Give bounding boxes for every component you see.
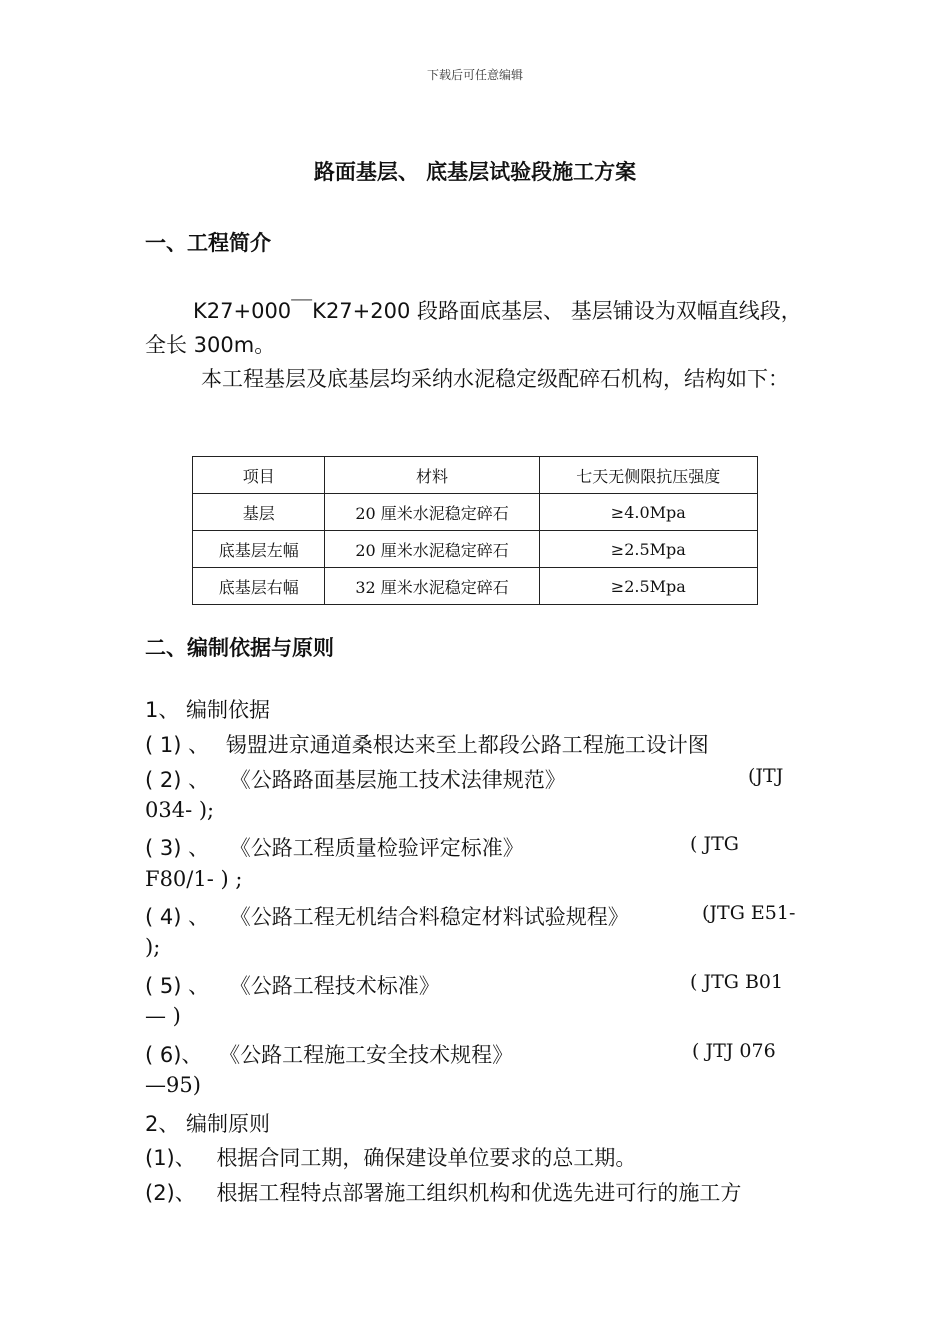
basis-item-1 — [145, 729, 709, 759]
basis-item-reference: (JTJ — [748, 765, 784, 787]
overview-paragraph-1: K27+000￣K27+200 段路面底基层、 基层铺设为双幅直线段，全长 300m。 — [145, 299, 802, 357]
table-header-cell: 七天无侧限抗压强度 — [539, 457, 757, 494]
basis-item-text: 《公路工程技术标准》 — [229, 974, 440, 998]
structure-table — [192, 456, 758, 605]
table-row — [193, 494, 758, 531]
basis-item-text: 《公路路面基层施工技术法律规范》 — [229, 768, 566, 792]
table-cell: ≥4.0Mpa — [539, 494, 757, 531]
basis-item-number: ( 1) 、 — [145, 733, 210, 757]
table-cell: 基层 — [193, 494, 325, 531]
basis-item-2 — [145, 764, 566, 794]
basis-item-4 — [145, 901, 629, 931]
table-header-cell: 材料 — [325, 457, 539, 494]
basis-item-number: ( 3) 、 — [145, 836, 210, 860]
table-cell: 20 厘米水泥稳定碎石 — [325, 494, 539, 531]
overview-paragraph-2: 本工程基层及底基层均采纳水泥稳定级配碎石机构，结构如下： — [201, 367, 789, 391]
table-header-cell: 项目 — [193, 457, 325, 494]
basis-item-text: 锡盟进京通道桑根达来至上都段公路工程施工设计图 — [225, 733, 709, 757]
table-row — [193, 531, 758, 568]
section-heading-overview: 一、工程简介 — [145, 231, 271, 255]
principles-subheading: 2、 编制原则 — [145, 1112, 271, 1136]
principle-item-1 — [145, 1142, 636, 1172]
basis-item-reference: (JTG E51- — [702, 902, 796, 924]
basis-item-text: 《公路工程质量检验评定标准》 — [229, 836, 524, 860]
section-heading-basis: 二、编制依据与原则 — [145, 636, 334, 660]
basis-item-continuation: 034- ); — [145, 798, 215, 822]
basis-item-text: 《公路工程施工安全技术规程》 — [219, 1043, 514, 1067]
table-cell: 底基层右幅 — [193, 568, 325, 605]
basis-item-reference: ( JTG B01 — [690, 971, 784, 993]
principle-item-2 — [145, 1177, 741, 1207]
principle-item-text: 根据工程特点部署施工组织机构和优选先进可行的施工方 — [216, 1181, 742, 1205]
basis-item-continuation: F80/1- ) ; — [145, 867, 243, 891]
principle-item-text: 根据合同工期，确保建设单位要求的总工期。 — [216, 1146, 637, 1170]
basis-item-continuation: — ) — [145, 1004, 181, 1028]
table-cell: 32 厘米水泥稳定碎石 — [325, 568, 539, 605]
basis-item-3 — [145, 832, 524, 862]
principle-item-number: (1)、 — [145, 1146, 196, 1170]
basis-item-number: ( 6)、 — [145, 1043, 203, 1067]
basis-item-text: 《公路工程无机结合料稳定材料试验规程》 — [229, 905, 629, 929]
basis-subheading: 1、 编制依据 — [145, 698, 271, 722]
basis-item-5 — [145, 970, 440, 1000]
table-cell: ≥2.5Mpa — [539, 531, 757, 568]
basis-item-reference: ( JTJ 076 — [692, 1040, 776, 1062]
table-cell: 20 厘米水泥稳定碎石 — [325, 531, 539, 568]
table-header-row — [193, 457, 758, 494]
table-cell: 底基层左幅 — [193, 531, 325, 568]
basis-item-6 — [145, 1039, 513, 1069]
basis-item-number: ( 2) 、 — [145, 768, 210, 792]
principle-item-number: (2)、 — [145, 1181, 196, 1205]
basis-item-number: ( 5) 、 — [145, 974, 210, 998]
header-note: 下载后可任意编辑 — [426, 68, 523, 82]
basis-item-reference: ( JTG — [690, 833, 739, 855]
basis-item-number: ( 4) 、 — [145, 905, 210, 929]
document-title: 路面基层、 底基层试验段施工方案 — [313, 160, 637, 184]
table-cell: ≥2.5Mpa — [539, 568, 757, 605]
table-row — [193, 568, 758, 605]
basis-item-continuation: —95) — [145, 1073, 201, 1097]
basis-item-continuation: ); — [145, 935, 161, 959]
